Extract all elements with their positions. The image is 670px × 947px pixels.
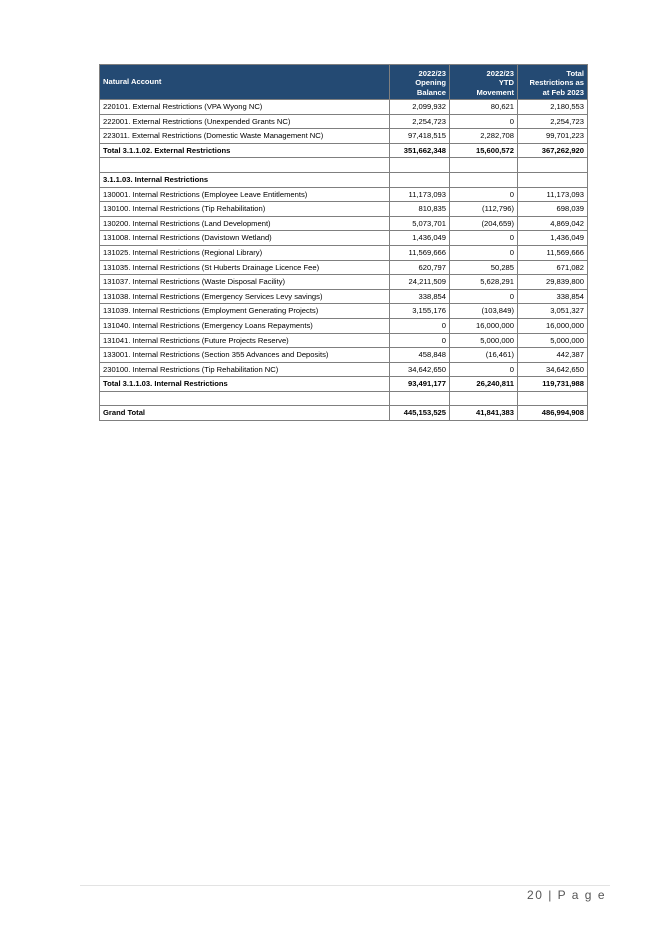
account-cell: 131025. Internal Restrictions (Regional Library) xyxy=(100,245,390,260)
table-row xyxy=(100,129,588,144)
account-cell: 131008. Internal Restrictions (Davistown Wetland) xyxy=(100,231,390,246)
account-cell xyxy=(100,391,390,406)
ytd-movement-cell: 80,621 xyxy=(450,100,518,115)
ytd-movement-cell xyxy=(450,391,518,406)
opening-balance-cell xyxy=(390,172,450,187)
ytd-movement-cell xyxy=(450,172,518,187)
footer-divider xyxy=(80,885,610,886)
opening-balance-cell xyxy=(390,158,450,173)
total-restrictions-cell: 34,642,650 xyxy=(518,362,588,377)
ytd-movement-cell: 5,000,000 xyxy=(450,333,518,348)
total-restrictions-cell: 11,569,666 xyxy=(518,245,588,260)
account-cell: 131039. Internal Restrictions (Employment Generating Projects) xyxy=(100,304,390,319)
opening-balance-cell xyxy=(390,391,450,406)
ytd-movement-cell: (16,461) xyxy=(450,348,518,363)
table-total-row xyxy=(100,377,588,392)
total-restrictions-cell: 16,000,000 xyxy=(518,318,588,333)
table-row xyxy=(100,231,588,246)
total-restrictions-cell xyxy=(518,158,588,173)
total-restrictions-cell: 2,180,553 xyxy=(518,100,588,115)
total-restrictions-cell: 338,854 xyxy=(518,289,588,304)
account-cell: 130100. Internal Restrictions (Tip Rehabilitation) xyxy=(100,202,390,217)
opening-balance-cell: 620,797 xyxy=(390,260,450,275)
ytd-movement-cell: 2,282,708 xyxy=(450,129,518,144)
header-natural-account-label: Natural Account xyxy=(103,77,162,87)
ytd-movement-cell: 0 xyxy=(450,245,518,260)
total-restrictions-cell: 671,082 xyxy=(518,260,588,275)
table-row xyxy=(100,333,588,348)
header-total-line1: Total xyxy=(566,68,584,78)
header-ytd-movement xyxy=(450,65,518,100)
table-row xyxy=(100,245,588,260)
account-cell: 222001. External Restrictions (Unexpended Grants NC) xyxy=(100,114,390,129)
opening-balance-cell: 97,418,515 xyxy=(390,129,450,144)
account-cell: 130200. Internal Restrictions (Land Development) xyxy=(100,216,390,231)
ytd-movement-cell: 0 xyxy=(450,289,518,304)
account-cell: 3.1.1.03. Internal Restrictions xyxy=(100,172,390,187)
total-restrictions-cell: 4,869,042 xyxy=(518,216,588,231)
opening-balance-cell: 445,153,525 xyxy=(390,406,450,421)
table-header-row xyxy=(100,65,588,100)
table-spacer-row xyxy=(100,391,588,406)
page-number: 20 | P a g e xyxy=(527,888,606,902)
total-restrictions-cell: 5,000,000 xyxy=(518,333,588,348)
opening-balance-cell: 0 xyxy=(390,333,450,348)
ytd-movement-cell: 5,628,291 xyxy=(450,275,518,290)
opening-balance-cell: 93,491,177 xyxy=(390,377,450,392)
ytd-movement-cell: 0 xyxy=(450,187,518,202)
account-cell: 223011. External Restrictions (Domestic Waste Management NC) xyxy=(100,129,390,144)
opening-balance-cell: 1,436,049 xyxy=(390,231,450,246)
opening-balance-cell: 338,854 xyxy=(390,289,450,304)
opening-balance-cell: 11,569,666 xyxy=(390,245,450,260)
table-row xyxy=(100,202,588,217)
total-restrictions-cell: 698,039 xyxy=(518,202,588,217)
table-total-row xyxy=(100,143,588,158)
account-cell: Total 3.1.1.02. External Restrictions xyxy=(100,143,390,158)
table-body xyxy=(100,100,588,421)
ytd-movement-cell: 15,600,572 xyxy=(450,143,518,158)
ytd-movement-cell: (103,849) xyxy=(450,304,518,319)
ytd-movement-cell: (204,659) xyxy=(450,216,518,231)
header-natural-account xyxy=(100,65,390,100)
header-opening-line3: Balance xyxy=(416,87,446,97)
header-movement-line3: Movement xyxy=(476,87,514,97)
opening-balance-cell: 3,155,176 xyxy=(390,304,450,319)
account-cell: Grand Total xyxy=(100,406,390,421)
total-restrictions-cell xyxy=(518,172,588,187)
table-row xyxy=(100,304,588,319)
total-restrictions-cell: 119,731,988 xyxy=(518,377,588,392)
table-row xyxy=(100,289,588,304)
opening-balance-cell: 0 xyxy=(390,318,450,333)
account-cell: 220101. External Restrictions (VPA Wyong NC) xyxy=(100,100,390,115)
opening-balance-cell: 2,099,932 xyxy=(390,100,450,115)
total-restrictions-cell: 367,262,920 xyxy=(518,143,588,158)
total-restrictions-cell: 11,173,093 xyxy=(518,187,588,202)
total-restrictions-cell: 2,254,723 xyxy=(518,114,588,129)
table-row xyxy=(100,348,588,363)
table-row xyxy=(100,275,588,290)
header-opening-line2: Opening xyxy=(415,78,446,87)
table-row xyxy=(100,187,588,202)
table-spacer-row xyxy=(100,158,588,173)
table-row xyxy=(100,100,588,115)
table-row xyxy=(100,362,588,377)
header-movement-line2: YTD xyxy=(498,78,514,87)
header-total-line3: at Feb 2023 xyxy=(542,87,584,97)
account-cell: 131035. Internal Restrictions (St Huberts Drainage Licence Fee) xyxy=(100,260,390,275)
ytd-movement-cell: 0 xyxy=(450,114,518,129)
total-restrictions-cell: 3,051,327 xyxy=(518,304,588,319)
total-restrictions-cell: 486,994,908 xyxy=(518,406,588,421)
account-cell: 133001. Internal Restrictions (Section 355 Advances and Deposits) xyxy=(100,348,390,363)
opening-balance-cell: 11,173,093 xyxy=(390,187,450,202)
account-cell: Total 3.1.1.03. Internal Restrictions xyxy=(100,377,390,392)
table-row xyxy=(100,216,588,231)
ytd-movement-cell: 50,285 xyxy=(450,260,518,275)
header-opening-balance xyxy=(390,65,450,100)
opening-balance-cell: 5,073,701 xyxy=(390,216,450,231)
ytd-movement-cell: 16,000,000 xyxy=(450,318,518,333)
total-restrictions-cell: 1,436,049 xyxy=(518,231,588,246)
opening-balance-cell: 351,662,348 xyxy=(390,143,450,158)
ytd-movement-cell: 0 xyxy=(450,362,518,377)
account-cell: 131038. Internal Restrictions (Emergency Services Levy savings) xyxy=(100,289,390,304)
header-opening-line1: 2022/23 xyxy=(418,68,446,78)
opening-balance-cell: 34,642,650 xyxy=(390,362,450,377)
account-cell xyxy=(100,158,390,173)
header-total-line2: Restrictions as xyxy=(529,78,584,87)
total-restrictions-cell: 442,387 xyxy=(518,348,588,363)
account-cell: 131041. Internal Restrictions (Future Projects Reserve) xyxy=(100,333,390,348)
opening-balance-cell: 810,835 xyxy=(390,202,450,217)
ytd-movement-cell: 0 xyxy=(450,231,518,246)
table-row xyxy=(100,114,588,129)
account-cell: 131040. Internal Restrictions (Emergency Loans Repayments) xyxy=(100,318,390,333)
ytd-movement-cell: (112,796) xyxy=(450,202,518,217)
table-row xyxy=(100,318,588,333)
table-section-row xyxy=(100,172,588,187)
ytd-movement-cell: 41,841,383 xyxy=(450,406,518,421)
restrictions-table-container xyxy=(99,64,587,421)
table-row xyxy=(100,260,588,275)
header-movement-line1: 2022/23 xyxy=(486,68,514,78)
header-total-restrictions xyxy=(518,65,588,100)
opening-balance-cell: 24,211,509 xyxy=(390,275,450,290)
opening-balance-cell: 458,848 xyxy=(390,348,450,363)
account-cell: 131037. Internal Restrictions (Waste Disposal Facility) xyxy=(100,275,390,290)
ytd-movement-cell: 26,240,811 xyxy=(450,377,518,392)
total-restrictions-cell: 99,701,223 xyxy=(518,129,588,144)
account-cell: 230100. Internal Restrictions (Tip Rehabilitation NC) xyxy=(100,362,390,377)
total-restrictions-cell: 29,839,800 xyxy=(518,275,588,290)
restrictions-table xyxy=(99,64,588,421)
account-cell: 130001. Internal Restrictions (Employee Leave Entitlements) xyxy=(100,187,390,202)
ytd-movement-cell xyxy=(450,158,518,173)
table-total-row xyxy=(100,406,588,421)
total-restrictions-cell xyxy=(518,391,588,406)
opening-balance-cell: 2,254,723 xyxy=(390,114,450,129)
table-header xyxy=(100,65,588,100)
